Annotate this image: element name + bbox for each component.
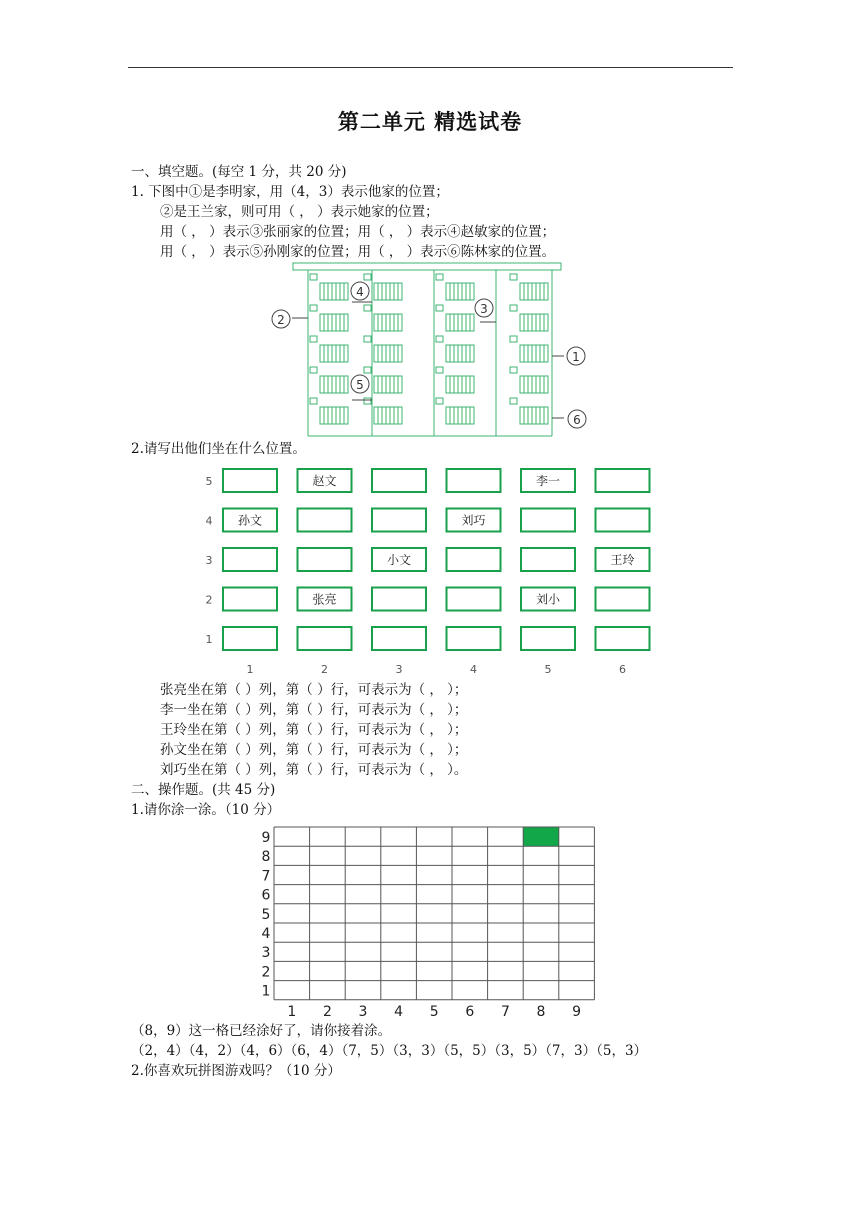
- grid-row-label: 8: [261, 849, 271, 866]
- seat-name: 赵文: [312, 474, 337, 488]
- grid-row-label: 9: [261, 830, 271, 846]
- col-label: 1: [246, 663, 254, 676]
- grid-col-label: 5: [429, 1004, 439, 1020]
- row-label: 3: [205, 554, 213, 567]
- col-label: 5: [544, 663, 552, 676]
- coloring-points: （2，4）（4，2）（4，6）（6，4）（7，5）（3，3）（5，5）（3，5）（7，3）（5，3）: [131, 1043, 648, 1059]
- q1-line-3: 用（ ， ）表示③张丽家的位置；用（ ， ）表示④赵敏家的位置；: [160, 224, 556, 240]
- seat-box: [223, 469, 277, 492]
- seat-box: [596, 588, 650, 611]
- answer-line-5: 刘巧坐在第（ ）列，第（ ）行，可表示为（ ， ）。: [160, 762, 468, 778]
- grid-col-label: 7: [500, 1004, 510, 1020]
- coloring-note: （8，9）这一格已经涂好了，请你接着涂。: [131, 1023, 392, 1039]
- seat-name: 张亮: [312, 592, 337, 607]
- seat-box: [596, 509, 650, 532]
- seat-box: [372, 588, 426, 611]
- grid-row-label: 7: [261, 868, 271, 885]
- answer-line-1: 张亮坐在第（ ）列，第（ ）行，可表示为（ ， ）；: [160, 682, 468, 698]
- grid-col-label: 9: [572, 1004, 582, 1020]
- section2-heading: 二、操作题。(共 45 分): [131, 782, 276, 798]
- seat-box: [521, 548, 575, 571]
- grid-col-label: 6: [465, 1004, 475, 1020]
- seat-box: [447, 588, 501, 611]
- col-label: 3: [395, 663, 403, 676]
- grid-row-label: 1: [261, 983, 271, 1000]
- grid-row-label: 6: [261, 887, 271, 904]
- seat-name: 刘巧: [461, 513, 486, 528]
- top-rule: [128, 67, 733, 68]
- filled-cell: [523, 827, 559, 846]
- col-label: 6: [619, 663, 626, 676]
- svg-text:1: 1: [572, 350, 580, 364]
- row-label: 4: [205, 514, 213, 528]
- seat-box: [298, 548, 352, 571]
- s2-q1-prompt: 1.请你涂一涂。（10 分）: [131, 802, 281, 818]
- grid-row-label: 5: [261, 906, 271, 923]
- answer-line-4: 孙文坐在第（ ）列，第（ ）行，可表示为（ ， ）；: [160, 742, 468, 758]
- grid-row-label: 2: [261, 964, 271, 981]
- section1-heading: 一、填空题。(每空 1 分，共 20 分): [131, 164, 347, 180]
- answer-line-2: 李一坐在第（ ）列，第（ ）行，可表示为（ ， ）；: [160, 702, 468, 718]
- seat-box: [596, 627, 650, 650]
- grid-col-label: 2: [322, 1004, 332, 1020]
- row-label: 1: [205, 633, 213, 646]
- grid-row-label: 3: [261, 945, 271, 962]
- grid-col-label: 3: [358, 1004, 368, 1020]
- building-diagram: [262, 260, 602, 440]
- seat-box: [447, 548, 501, 571]
- grid-col-label: 1: [287, 1004, 297, 1020]
- seat-box: [447, 627, 501, 650]
- seat-box: [447, 469, 501, 492]
- grid-col-label: 4: [394, 1004, 404, 1020]
- seat-box: [596, 469, 650, 492]
- seat-box: [521, 627, 575, 650]
- seat-name: 小文: [386, 553, 412, 567]
- grid-row-label: 4: [261, 926, 271, 942]
- page-title: 第二单元 精选试卷: [337, 110, 523, 134]
- svg-text:3: 3: [480, 302, 488, 316]
- seat-name: 孙文: [237, 513, 263, 528]
- col-label: 4: [470, 663, 477, 676]
- svg-text:2: 2: [277, 313, 285, 327]
- q1-line-1: 1. 下图中①是李明家，用（4，3）表示他家的位置；: [131, 184, 449, 200]
- q2-prompt: 2.请写出他们坐在什么位置。: [131, 441, 306, 457]
- row-label: 2: [205, 593, 213, 607]
- seat-name: 王玲: [610, 553, 635, 567]
- seat-box: [223, 588, 277, 611]
- seat-box: [372, 627, 426, 650]
- seat-box: [372, 469, 426, 492]
- seat-box: [372, 509, 426, 532]
- col-label: 2: [321, 663, 328, 676]
- seating-grid: [195, 462, 665, 682]
- svg-text:6: 6: [573, 413, 581, 427]
- svg-text:5: 5: [356, 378, 364, 392]
- coloring-grid: [250, 822, 610, 1022]
- seat-box: [521, 509, 575, 532]
- q1-line-2: ②是王兰家，则可用（ ， ）表示她家的位置；: [160, 204, 439, 220]
- seat-name: 刘小: [535, 592, 561, 607]
- seat-box: [223, 548, 277, 571]
- s2-q2-prompt: 2.你喜欢玩拼图游戏吗？（10 分）: [131, 1063, 341, 1079]
- svg-text:4: 4: [356, 285, 364, 299]
- q1-line-4: 用（ ， ）表示⑤孙刚家的位置；用（ ， ）表示⑥陈林家的位置。: [160, 244, 556, 260]
- seat-box: [223, 627, 277, 650]
- seat-box: [298, 627, 352, 650]
- seat-box: [298, 509, 352, 532]
- answer-line-3: 王玲坐在第（ ）列，第（ ）行，可表示为（ ， ）；: [160, 722, 468, 738]
- grid-col-label: 8: [536, 1004, 546, 1020]
- row-label: 5: [205, 475, 213, 488]
- seat-name: 李一: [535, 474, 561, 488]
